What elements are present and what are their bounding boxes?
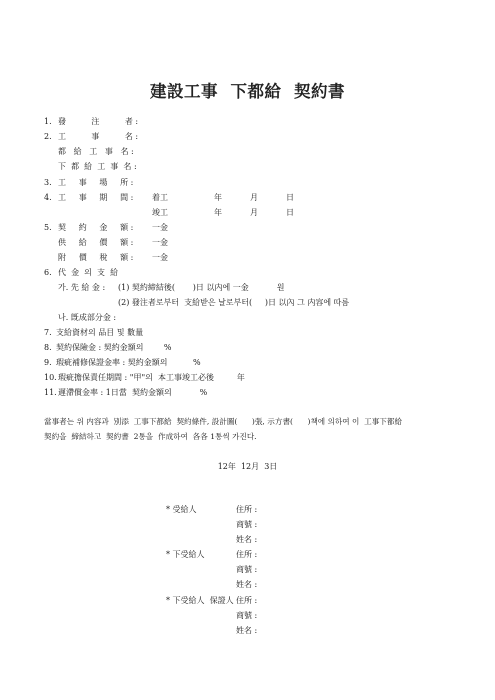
item-4-start-day: 日 [286, 193, 294, 202]
item-4-end-month: 月 [250, 208, 258, 217]
agreement-paragraph-line-1: 當事者는 위 内容과 別添 工事下都給 契約條件, 設計圖( )張, 示方書( )책에 의하여 이 工事下都給 [44, 417, 403, 426]
item-2-number: 2. [44, 132, 52, 141]
signer-2-name: 姓名 : [236, 580, 258, 589]
signer-1-role: * 受給人 [166, 505, 197, 514]
item-2-label: 工 事 名 : [58, 132, 139, 141]
item-4-end-day: 日 [286, 208, 294, 217]
signer-3-name: 姓名 : [236, 626, 258, 635]
signer-2-address: 住所 : [236, 550, 258, 559]
item-1-label: 發 注 者 : [58, 117, 139, 126]
signer-3-company: 商號 : [236, 611, 258, 620]
item-5a-label: 供 給 價 額 : [58, 238, 134, 247]
item-9: 瑕疵補修保證金率 : 契約金額의 % [56, 358, 201, 367]
item-3-label: 工 事 場 所 : [58, 178, 134, 187]
item-8-number: 8. [44, 343, 52, 352]
item-6a-2: (2) 發注者로부터 支給받은 날로부터( )日 以內 그 内容에 따름 [118, 298, 350, 307]
item-6a-1: (1) 契約締結後( )日 以内에 一金 원 [118, 283, 285, 292]
item-8: 契約保險金 : 契約金額의 % [56, 343, 172, 352]
item-2a-label: 都 給 工 事 名 : [58, 147, 134, 156]
item-4-start-year: 年 [214, 193, 222, 202]
item-6-number: 6. [44, 268, 52, 277]
document-title: 建設工事 下都給 契約書 [150, 82, 345, 101]
item-5-value: 一金 [152, 223, 168, 232]
item-5b-value: 一金 [152, 253, 168, 262]
item-9-number: 9. [44, 358, 52, 367]
signer-3-address: 住所 : [236, 596, 258, 605]
item-7: 支給資材의 品目 및 數量 [56, 328, 144, 337]
item-5-label: 契 約 金 額 : [58, 223, 134, 232]
item-11: 遲滯償金率 : 1日當 契約金額의 % [58, 388, 208, 397]
item-5a-value: 一金 [152, 238, 168, 247]
item-6b: 나. 旣成部分金 : [58, 313, 117, 322]
contract-date: 12年 12月 3日 [217, 462, 278, 471]
signer-1-company: 商號 : [236, 520, 258, 529]
item-4-start-month: 月 [250, 193, 258, 202]
signer-2-role: * 下受給人 [166, 550, 205, 559]
item-5-number: 5. [44, 223, 52, 232]
item-1-number: 1. [44, 117, 52, 126]
agreement-paragraph-line-2: 契約을 締結하고 契約書 2통을 作成하여 各各 1통씩 가진다. [44, 432, 257, 441]
signer-2-company: 商號 : [236, 565, 258, 574]
signer-1-address: 住所 : [236, 505, 258, 514]
item-6a-prefix: 가. 先 給 金 : [58, 283, 106, 292]
item-10-number: 10. [44, 373, 57, 382]
item-4-number: 4. [44, 193, 52, 202]
item-6-label: 代 金 의 支 給 [58, 268, 119, 277]
item-5b-label: 附 價 稅 額 : [58, 253, 134, 262]
signer-1-name: 姓名 : [236, 535, 258, 544]
item-11-number: 11. [44, 388, 57, 397]
signer-3-role: * 下受給人 保證人 [166, 596, 234, 605]
item-3-number: 3. [44, 178, 52, 187]
item-2b-label: 下 都 給 工 事 名 : [58, 162, 137, 171]
item-4-label: 工 事 期 間 : [58, 193, 134, 202]
item-10: 瑕疵擔保責任期間 : "甲"의 本工事竣工必後 年 [58, 373, 245, 382]
item-4-end-label: 竣工 [152, 208, 168, 217]
item-4-end-year: 年 [214, 208, 222, 217]
item-4-start-label: 着工 [152, 193, 168, 202]
item-7-number: 7. [44, 328, 52, 337]
